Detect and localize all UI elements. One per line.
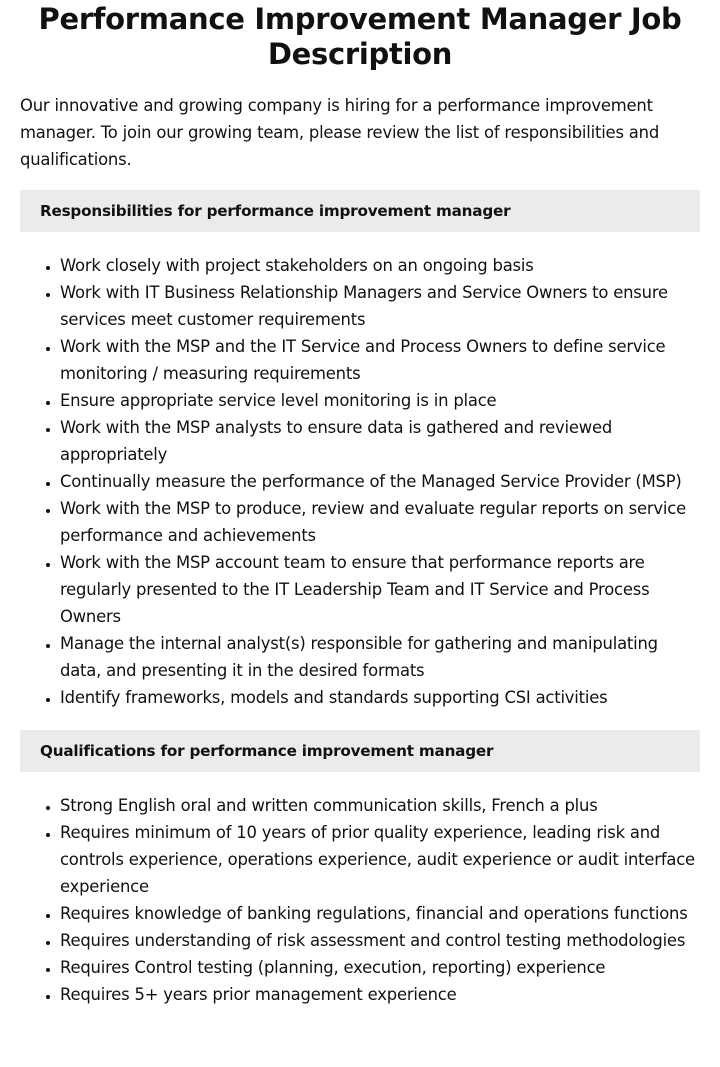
responsibility-item: • Continually measure the performance of the Managed Service Provider (MSP)	[60, 468, 700, 495]
qualification-item: • Requires understanding of risk assessment and control testing methodologies	[60, 927, 700, 954]
responsibility-item: • Work with the MSP analysts to ensure data is gathered and reviewed appropriately	[60, 414, 700, 468]
qualification-item: • Requires Control testing (planning, execution, reporting) experience	[60, 954, 700, 981]
page-title: Performance Improvement Manager Job Description	[38, 2, 682, 71]
responsibility-item: • Ensure appropriate service level monitoring is in place	[60, 387, 700, 414]
responsibility-item: • Work with IT Business Relationship Managers and Service Owners to ensure services meet customer requirements	[60, 279, 700, 333]
qualifications-heading: Qualifications for performance improvement manager	[20, 730, 700, 772]
responsibility-item: • Manage the internal analyst(s) responsible for gathering and manipulating data, and presenting it in the desired formats	[60, 630, 700, 684]
qualification-item: • Requires knowledge of banking regulations, financial and operations functions	[60, 900, 700, 927]
job-description-page	[0, 2, 720, 1067]
qualification-item: • Requires 5+ years prior management experience	[60, 981, 700, 1008]
qualification-item: • Requires minimum of 10 years of prior quality experience, leading risk and controls experience, operations experience, audit experience or audit interface experience	[60, 819, 700, 900]
responsibilities-list	[20, 252, 700, 711]
responsibility-item: • Work with the MSP to produce, review and evaluate regular reports on service performance and achievements	[60, 495, 700, 549]
qualification-item: • Strong English oral and written communication skills, French a plus	[60, 792, 700, 819]
responsibility-item: • Identify frameworks, models and standards supporting CSI activities	[60, 684, 700, 711]
qualifications-list	[20, 792, 700, 1008]
responsibility-item: • Work closely with project stakeholders on an ongoing basis	[60, 252, 700, 279]
responsibility-item: • Work with the MSP and the IT Service and Process Owners to define service monitoring / measuring requirements	[60, 333, 700, 387]
responsibilities-heading: Responsibilities for performance improvement manager	[20, 190, 700, 232]
responsibility-item: • Work with the MSP account team to ensure that performance reports are regularly presented to the IT Leadership Team and IT Service and Process Owners	[60, 549, 700, 630]
intro-paragraph: Our innovative and growing company is hiring for a performance improvement manager. To join our growing team, please review the list of responsibilities and qualifications.	[20, 96, 660, 169]
